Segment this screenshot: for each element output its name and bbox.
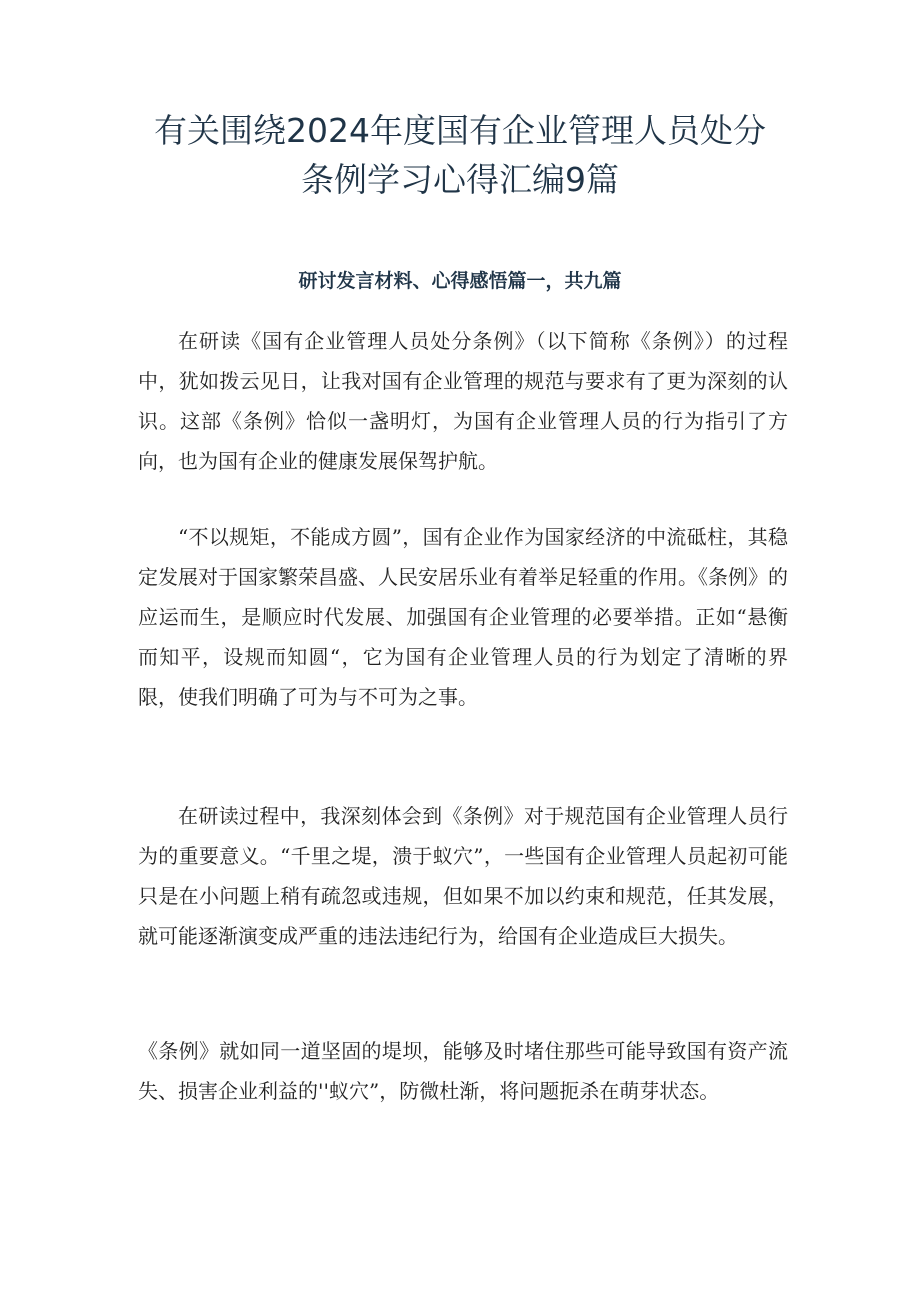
section-subtitle: 研讨发言材料、心得感悟篇一，共九篇: [298, 270, 622, 292]
paragraph-1: 在研读《国有企业管理人员处分条例》（以下简称《条例》）的过程中，犹如拨云见日，让我对国有企业管理的规范与要求有了更为深刻的认识。这部《条例》恰似一盏明灯，为国有企业管理人员的行为指引了方向，也为国有企业的健康发展保驾护航。: [138, 329, 788, 473]
paragraph-3: 在研读过程中，我深刻体会到《条例》对于规范国有企业管理人员行为的重要意义。“千里之堤，溃于蚁穴”，一些国有企业管理人员起初可能只是在小问题上稍有疏忽或违规，但如果不加以约束和规范，任其发展，就可能逐渐演变成严重的违法违纪行为，给国有企业造成巨大损失。: [138, 804, 788, 948]
document-title-line-1: 有关围绕2024年度国有企业管理人员处分: [154, 111, 766, 150]
paragraph-4: 《条例》就如同一道坚固的堤坝，能够及时堵住那些可能导致国有资产流失、损害企业利益的''蚁穴”，防微杜渐，将问题扼杀在萌芽状态。: [138, 1039, 788, 1103]
paragraph-2: “不以规矩，不能成方圆”，国有企业作为国家经济的中流砥柱，其稳定发展对于国家繁荣昌盛、人民安居乐业有着举足轻重的作用。《条例》的应运而生，是顺应时代发展、加强国有企业管理的必要举措。正如“悬衡而知平，设规而知圆“，它为国有企业管理人员的行为划定了清晰的界限，使我们明确了可为与不可为之事。: [138, 525, 788, 709]
document-title-line-2: 条例学习心得汇编9篇: [301, 160, 619, 199]
